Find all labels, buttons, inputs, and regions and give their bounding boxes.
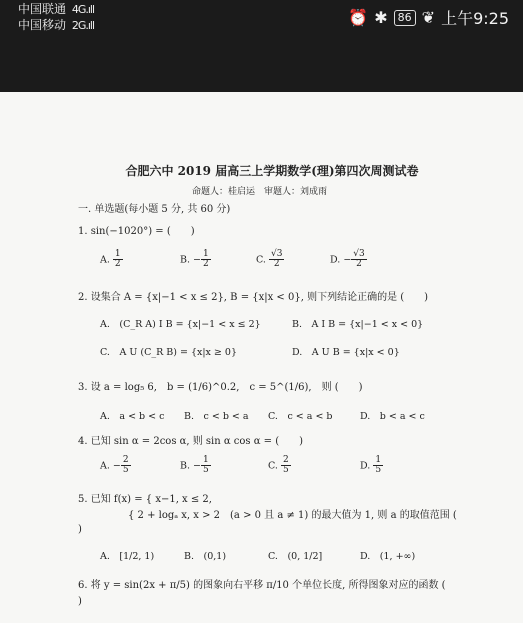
q2-option-a: A. (C_R A) I B = {x|−1 < x ≤ 2}: [100, 319, 261, 330]
q4-option-c: C. $\frac{2}{5}$: [268, 455, 289, 476]
q4-option-a: A. − $\frac{2}{5}$: [100, 455, 129, 476]
document-page: [0, 92, 523, 623]
q2-option-d: D. A U B = {x|x < 0}: [292, 347, 400, 358]
q3-option-a: A. a < b < c: [100, 411, 165, 422]
q3-stem: 3. 设 a = log₅ 6, b = (1/6)^0.2, c = 5^(1/6), 则 ( ): [78, 382, 363, 393]
q5-stem-line2: { 2 + logₐ x, x > 2 (a > 0 且 a ≠ 1) 的最大值为 1, 则 a 的取值范围 (: [78, 510, 457, 521]
q4-option-b: B. − $\frac{1}{5}$: [180, 455, 209, 476]
q3-option-b: B. c < b < a: [184, 411, 249, 422]
q5-option-a: A. [1/2, 1): [100, 551, 155, 562]
carrier-1-name: 中国联通: [18, 2, 67, 16]
q1-option-c: C. $\frac{√3}{2}$: [256, 249, 283, 270]
q4-stem: 4. 已知 sin α = 2cos α, 则 sin α cos α = ( ): [78, 436, 304, 447]
q5-option-d: D. (1, +∞): [360, 551, 416, 562]
q2-option-c: C. A U (C_R B) = {x|x ≥ 0}: [100, 347, 237, 358]
q3-option-d: D. b < a < c: [360, 411, 425, 422]
signal-icon: 2G.ıll: [71, 19, 95, 32]
battery-icon: 86: [394, 10, 416, 26]
carrier-2-name: 中国移动: [18, 18, 67, 32]
q2-stem: 2. 设集合 A = {x|−1 < x ≤ 2}, B = {x|x < 0}, 则下列结论正确的是 ( ): [78, 292, 429, 303]
q1-stem: 1. sin(−1020°) = ( ): [78, 226, 195, 237]
q1-option-d: D. − $\frac{√3}{2}$: [330, 249, 365, 270]
q3-option-c: C. c < a < b: [268, 411, 333, 422]
q5-option-c: C. (0, 1/2]: [268, 551, 323, 562]
bluetooth-icon: ✱: [374, 8, 388, 27]
q4-option-d: D. $\frac{1}{5}$: [360, 455, 382, 476]
q2-option-b: B. A I B = {x|−1 < x < 0}: [292, 319, 424, 330]
exam-title: 合肥六中 2019 届高三上学期数学(理)第四次周测试卷: [125, 164, 419, 178]
exam-sheet: [72, 92, 472, 623]
signal-icon: 4G.ıll: [71, 3, 95, 16]
q6-stem-close: ): [78, 596, 82, 607]
q6-stem: 6. 将 y = sin(2x + π/5) 的图象向右平移 π/10 个单位长度, 所得图象对应的函数 (: [78, 580, 446, 591]
q5-stem-line1: 5. 已知 f(x) = { x−1, x ≤ 2,: [78, 494, 212, 505]
q5-option-b: B. (0,1): [184, 551, 227, 562]
leaf-icon: ❦: [421, 8, 436, 27]
q1-option-a: A. $\frac{1}{2}$: [100, 249, 121, 270]
exam-authors: 命题人：桂启运 审题人：刘成雨: [192, 187, 328, 197]
section-heading: 一. 单选题(每小题 5 分, 共 60 分): [78, 204, 231, 215]
alarm-icon: ⏰: [348, 8, 369, 27]
status-right: [348, 6, 509, 29]
q1-option-b: B. − $\frac{1}{2}$: [180, 249, 209, 270]
carrier-2: [18, 16, 94, 33]
status-bar: [0, 0, 523, 92]
clock-time: 上午9:25: [441, 9, 509, 28]
q5-stem-close: ): [78, 524, 82, 535]
carrier-1: [18, 0, 94, 17]
